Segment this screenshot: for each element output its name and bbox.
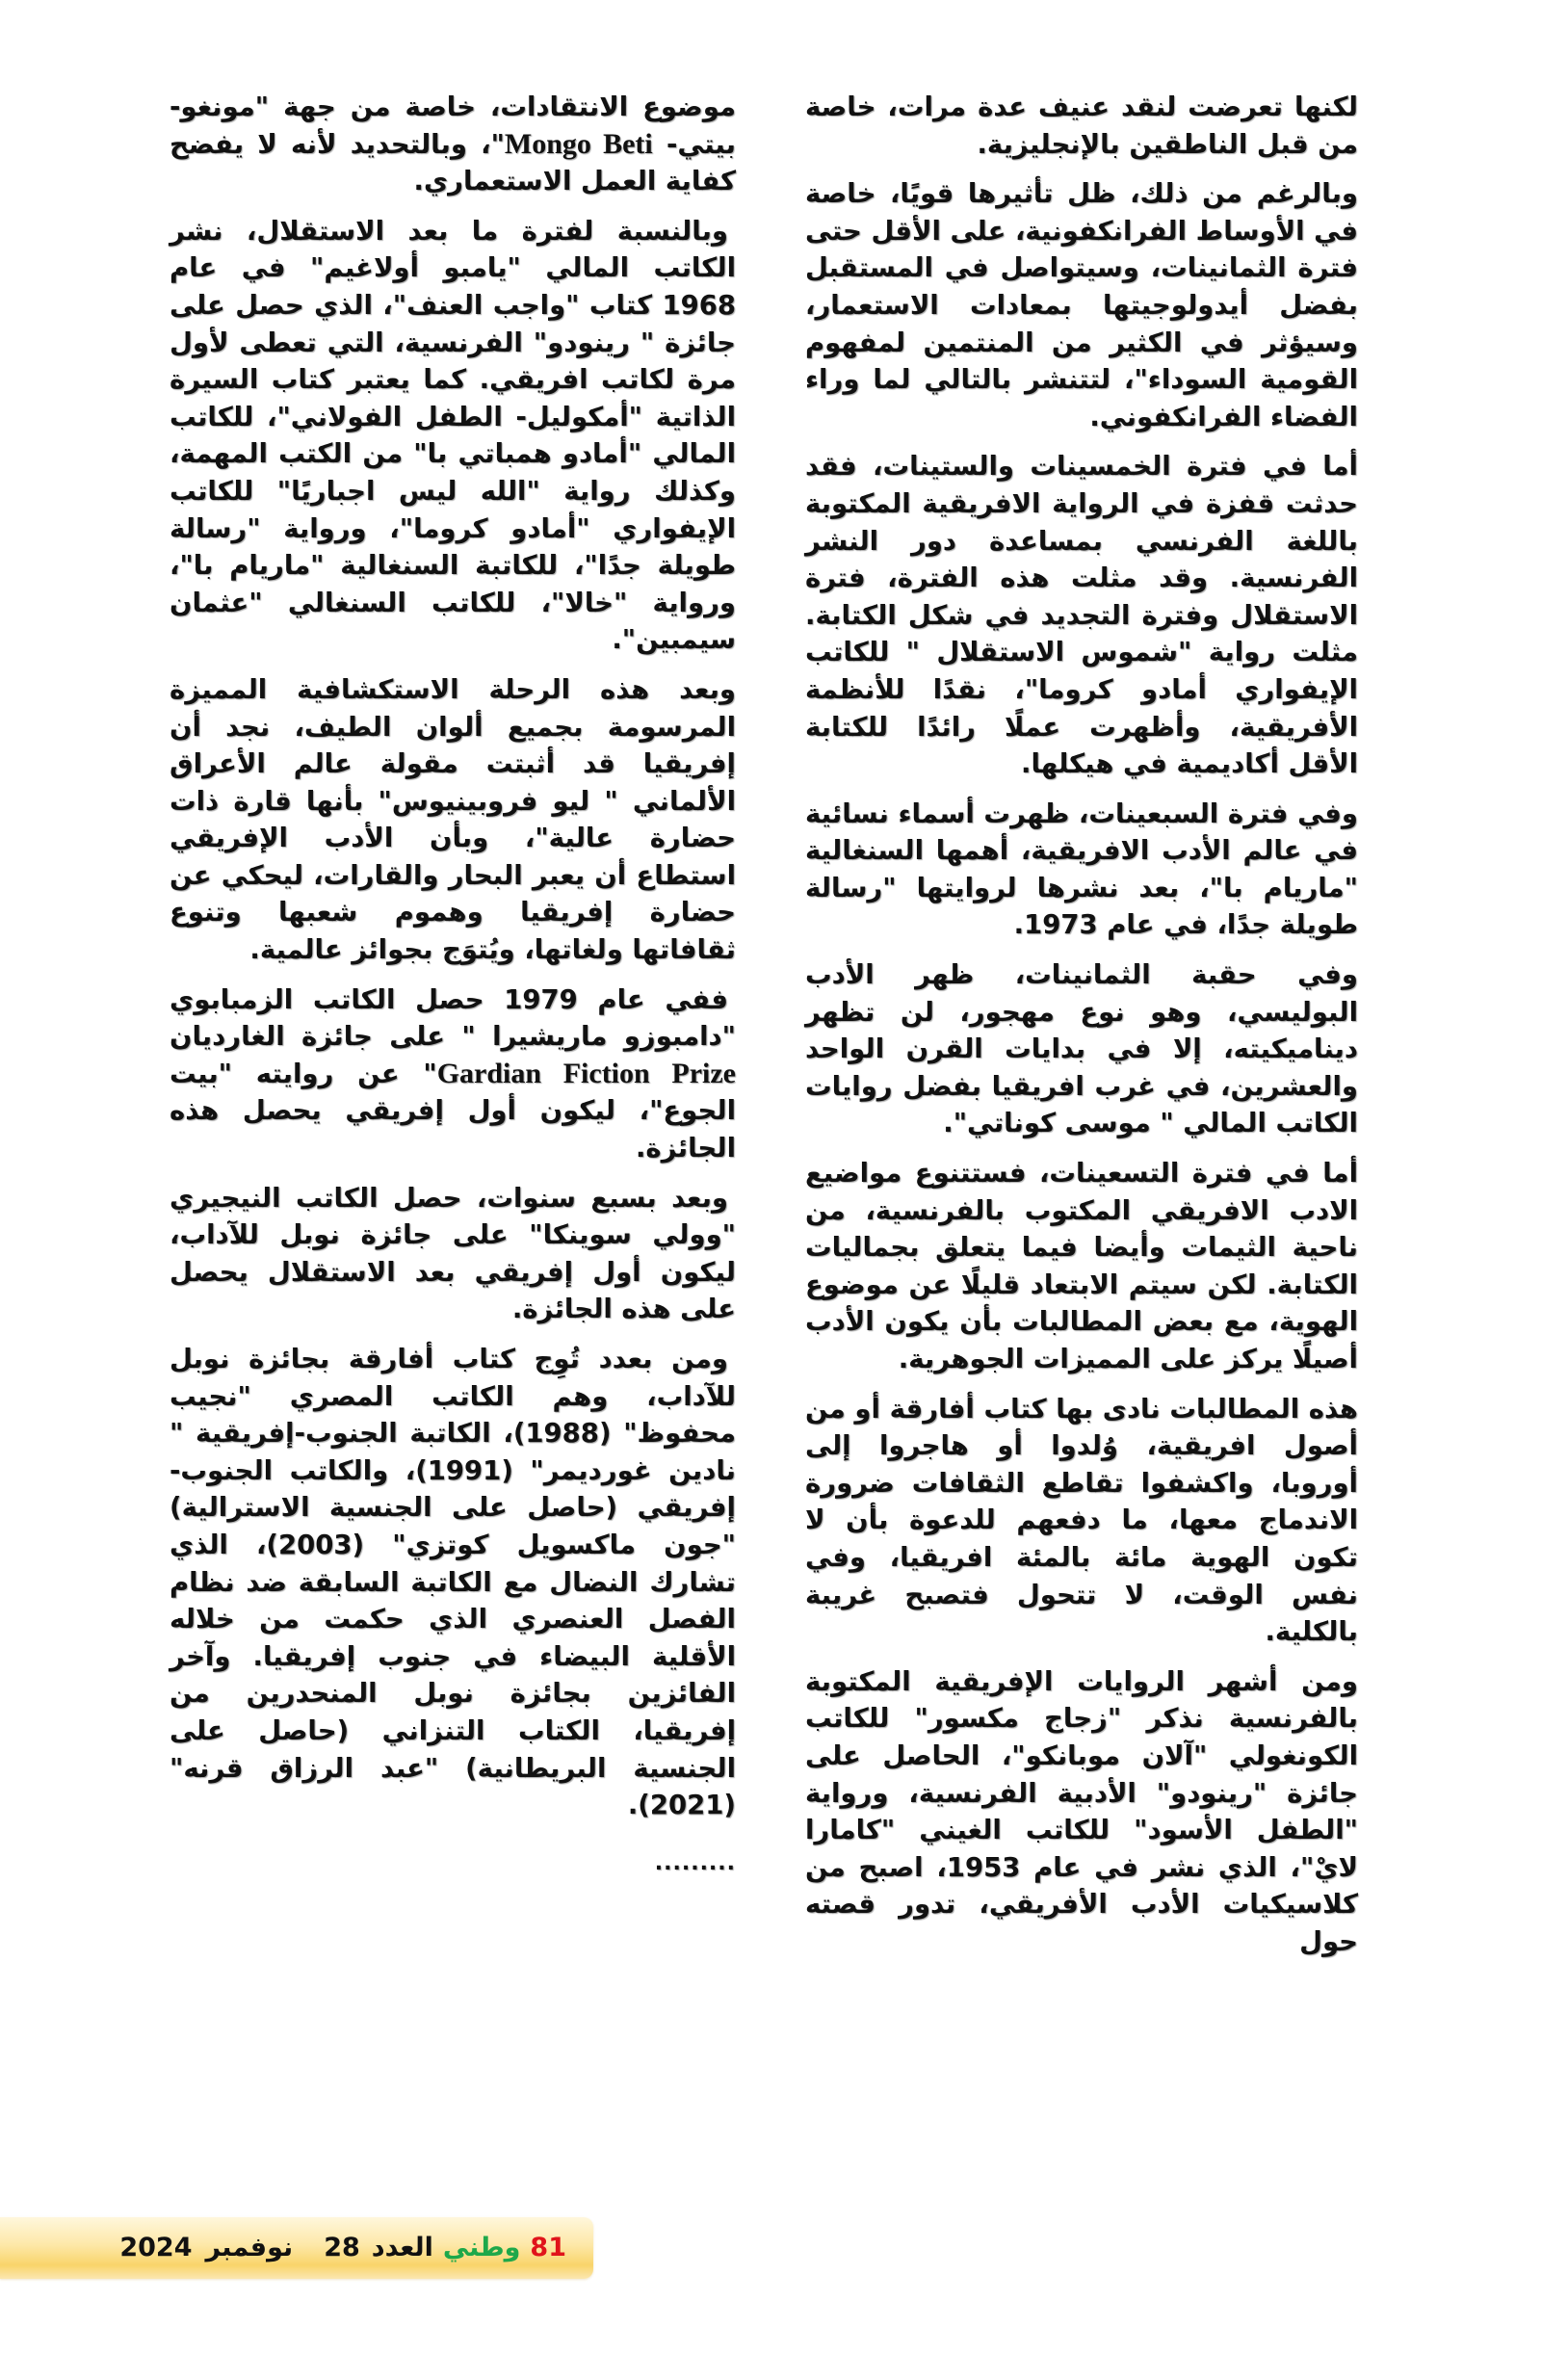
paragraph	[170, 981, 736, 1167]
issue-year: 2024	[119, 2233, 193, 2262]
paragraph-text: "، وبالتحديد لأنه لا يفضح كفاية العمل الاستعماري.	[170, 128, 736, 197]
paragraph: لكنها تعرضت لنقد عنيف عدة مرات، خاصة من قبل الناطقين بالإنجليزية.	[805, 92, 1358, 160]
paragraph-text: " عن روايته "بيت الجوع"، ليكون أول إفريقي يحصل هذه الجائزة.	[170, 1058, 736, 1164]
paragraph: وبعد هذه الرحلة الاستكشافية المميزة المرسومة بجميع ألوان الطيف، نجد أن إفريقيا قد أثبتت مقولة عالم الأعراق الألماني " ليو فروبينيوس" بأنها قارة ذات حضارة عالية"، وبأن الأدب الإفريقي استطاع أن يعبر البحار والقارات، ليحكي عن حضارة إفريقيا وهموم شعبها وتنوع ثقافاتها ولغاتها، ويُتوَج بجوائز عالمية.	[170, 673, 736, 966]
continuation-dots: .........	[654, 1850, 736, 1875]
paragraph-text: ففي عام 1979 حصل الكاتب الزمبابوي "دامبوزو ماريشيرا " على جائزة الغارديان	[170, 983, 736, 1053]
paragraph: وبعد بسبع سنوات، حصل الكاتب النيجيري "وولي سوينكا" على جائزة نوبل للآداب، ليكون أول إفريقي بعد الاستقلال يحصل على هذه الجائزة.	[170, 1182, 736, 1325]
paragraph: وبالنسبة لفترة ما بعد الاستقلال، نشر الكاتب المالي "يامبو أولاغيم" في عام 1968 كتاب "واجب العنف"، الذي حصل على جائزة " رينودو" الفرنسية، التي تعطى لأول مرة لكاتب افريقي. كما يعتبر كتاب السيرة الذاتية "أمكوليل- الطفل الفولاني"، للكاتب المالي "أمادو همباتي با" من الكتب المهمة، وكذلك رواية "الله ليس اجباريًا" للكاتب الإيفواري "أمادو كروما"، ورواية "رسالة طويلة جدًا"، للكاتبة السنغالية "ماريام با"، ورواية "خالا"، للكاتب السنغالي "عثمان سيمبين".	[170, 215, 736, 656]
paragraph-text: موضوع الانتقادات، خاصة من جهة "مونغو-بيتي-	[170, 92, 736, 160]
paragraph: هذه المطالبات نادى بها كتاب أفارقة أو من أصول افريقية، وُلدوا أو هاجروا إلى أوروبا، واكشفوا تقاطع الثقافات ضرورة الاندماج معها، ما دفعهم للدعوة بأن لا تكون الهوية مائة بالمئة افريقيا، وفي نفس الوقت، لا تتحول فتصبح غريبة بالكلية.	[805, 1393, 1358, 1648]
latin-name: Mongo Beti	[504, 127, 653, 160]
footer-text	[119, 2227, 566, 2269]
article-column-right	[805, 89, 1358, 1974]
issue-label: العدد	[371, 2233, 433, 2262]
paragraph	[170, 89, 736, 200]
paragraph: وفي حقبة الثمانينات، ظهر الأدب البوليسي، وهو نوع مهجور، لن تظهر ديناميكيته، إلا في بدايات القرن الواحد والعشرين، في غرب افريقيا بفضل روايات الكاتب المالي " موسى كوناتي".	[805, 959, 1358, 1139]
paragraph: أما في فترة التسعينات، فستتنوع مواضيع الادب الافريقي المكتوب بالفرنسية، من ناحية الثيمات وأيضا فيما يتعلق بجماليات الكتابة. لكن سيتم الابتعاد قليلًا عن موضوع الهوية، مع بعض المطالبات بأن يكون الأدب أصيلًا يركز على المميزات الجوهرية.	[805, 1158, 1358, 1374]
paragraph: وبالرغم من ذلك، ظل تأثيرها قويًا، خاصة في الأوساط الفرانكفونية، على الأقل حتى فترة الثمانينات، وسيتواصل في المستقبل بفضل أيدولوجيتها بمعادات الاستعمار، وسيؤثر في الكثير من المنتمين لمفهوم القومية السوداء"، لتتنشر بالتالي لما وراء الفضاء الفرانكفوني.	[805, 178, 1358, 432]
magazine-name: وطني	[442, 2233, 521, 2262]
article-column-left	[170, 89, 736, 1882]
paragraph: ومن بعدد تُوِج كتاب أفارقة بجائزة نوبل للآداب، وهم الكاتب المصري "نجيب محفوظ" (1988)، الكاتبة الجنوب-إفريقية " نادين غورديمر" (1991)، والكاتب الجنوب-إفريقي (حاصل على الجنسية الاسترالية) "جون ماكسويل كوتزي" (2003)، الذي تشارك النضال مع الكاتبة السابقة ضد نظام الفصل العنصري الذي حكمت من خلاله الأقلية البيضاء في جنوب إفريقيا. وآخر الفائزين بجائزة نوبل المنحدرين من إفريقيا، الكتاب التنزاني (حاصل على الجنسية البريطانية) "عبد الرزاق قرنه" (2021).	[170, 1344, 736, 1821]
paragraph: ومن أشهر الروايات الإفريقية المكتوبة بالفرنسية نذكر "زجاج مكسور" للكاتب الكونغولي "آلان موبانكو"، الحاصل على جائزة "رينودو" الأدبية الفرنسية، ورواية "الطفل الأسود" للكاتب الغيني "كامارا لايْ"، الذي نشر في عام 1953، اصبح من كلاسيكيات الأدب الأفريقي، تدور قصته حول	[805, 1665, 1358, 1957]
latin-name: Gardian Fiction Prize	[436, 1057, 736, 1089]
paragraph: وفي فترة السبعينات، ظهرت أسماء نسائية في عالم الأدب الافريقية، أهمها السنغالية "ماريام با"، بعد نشرها لروايتها "رسالة طويلة جدًا، في عام 1973.	[805, 798, 1358, 941]
page-number: 81	[530, 2233, 566, 2262]
page-footer-bar	[0, 2217, 593, 2279]
paragraph: أما في فترة الخمسينات والستينات، فقد حدثت قفزة في الرواية الافريقية المكتوبة باللغة الفرنسي بمساعدة دور النشر الفرنسية. وقد مثلت هذه الفترة، فترة الاستقلال وفترة التجديد في شكل الكتابة. مثلت رواية "شموس الاستقلال " للكاتب الإيفواري أمادو كروما"، نقدًا للأنظمة الأفريقية، وأظهرت عملًا رائدًا للكتابة الأقل أكاديمية في هيكلها.	[805, 451, 1358, 780]
issue-number: 28	[324, 2233, 360, 2262]
issue-month: نوفمبر	[205, 2233, 294, 2262]
